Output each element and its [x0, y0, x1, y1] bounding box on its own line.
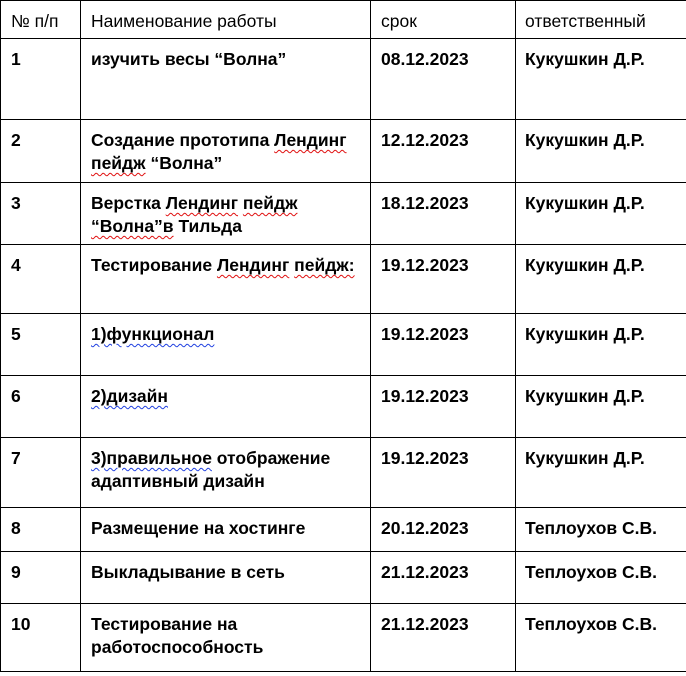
table-row: [1, 604, 686, 672]
row-num: 10: [1, 604, 81, 672]
header-deadline: срок: [371, 1, 516, 39]
row-deadline: 08.12.2023: [371, 39, 516, 120]
row-num: 5: [1, 314, 81, 376]
row-num: 3: [1, 183, 81, 245]
row-deadline: 19.12.2023: [371, 376, 516, 438]
row-responsible: Теплоухов С.В.: [525, 518, 658, 538]
row-name: Тестирование Лендинг пейдж:: [91, 255, 355, 275]
row-name: Выкладывание в сеть: [91, 562, 285, 582]
row-name: Размещение на хостинге: [91, 518, 306, 538]
row-name: Тестирование на работоспособность: [91, 614, 264, 657]
table-row: [1, 314, 686, 376]
table-row: [1, 376, 686, 438]
row-name: 3)правильное отображение адаптивный дизайн: [91, 448, 331, 491]
table-row: [1, 245, 686, 314]
table-row: [1, 438, 686, 508]
row-responsible: Кукушкин Д.Р.: [525, 386, 645, 406]
row-name: изучить весы “Волна”: [91, 49, 287, 69]
table-row: [1, 552, 686, 604]
table-row: [1, 120, 686, 183]
row-responsible: Кукушкин Д.Р.: [525, 448, 645, 468]
row-responsible: Кукушкин Д.Р.: [525, 193, 645, 213]
row-num: 9: [1, 552, 81, 604]
row-name: Верстка Лендинг пейдж “Волна”в Тильда: [91, 193, 298, 236]
row-responsible: Кукушкин Д.Р.: [525, 324, 645, 344]
row-responsible: Кукушкин Д.Р.: [525, 255, 645, 275]
row-deadline: 19.12.2023: [371, 245, 516, 314]
row-responsible: Теплоухов С.В.: [525, 614, 658, 634]
row-name: 1)функционал: [91, 324, 215, 344]
row-deadline: 18.12.2023: [371, 183, 516, 245]
row-deadline: 12.12.2023: [371, 120, 516, 183]
row-deadline: 20.12.2023: [371, 508, 516, 552]
row-deadline: 21.12.2023: [371, 604, 516, 672]
row-deadline: 21.12.2023: [371, 552, 516, 604]
table-row: [1, 39, 686, 120]
table-row: [1, 508, 686, 552]
row-responsible: Кукушкин Д.Р.: [525, 49, 645, 69]
row-num: 1: [1, 39, 81, 120]
table-row: [1, 183, 686, 245]
row-num: 4: [1, 245, 81, 314]
row-num: 8: [1, 508, 81, 552]
row-name: 2)дизайн: [91, 386, 168, 406]
row-responsible: Теплоухов С.В.: [525, 562, 658, 582]
row-deadline: 19.12.2023: [371, 314, 516, 376]
row-num: 6: [1, 376, 81, 438]
row-responsible: Кукушкин Д.Р.: [525, 130, 645, 150]
row-num: 2: [1, 120, 81, 183]
row-name: Создание прототипа Лендинг пейдж “Волна”: [91, 130, 347, 173]
row-num: 7: [1, 438, 81, 508]
header-name: Наименование работы: [81, 1, 371, 39]
row-deadline: 19.12.2023: [371, 438, 516, 508]
header-responsible: ответственный: [516, 1, 686, 39]
table-header-row: [1, 1, 686, 39]
header-num: № п/п: [1, 1, 81, 39]
